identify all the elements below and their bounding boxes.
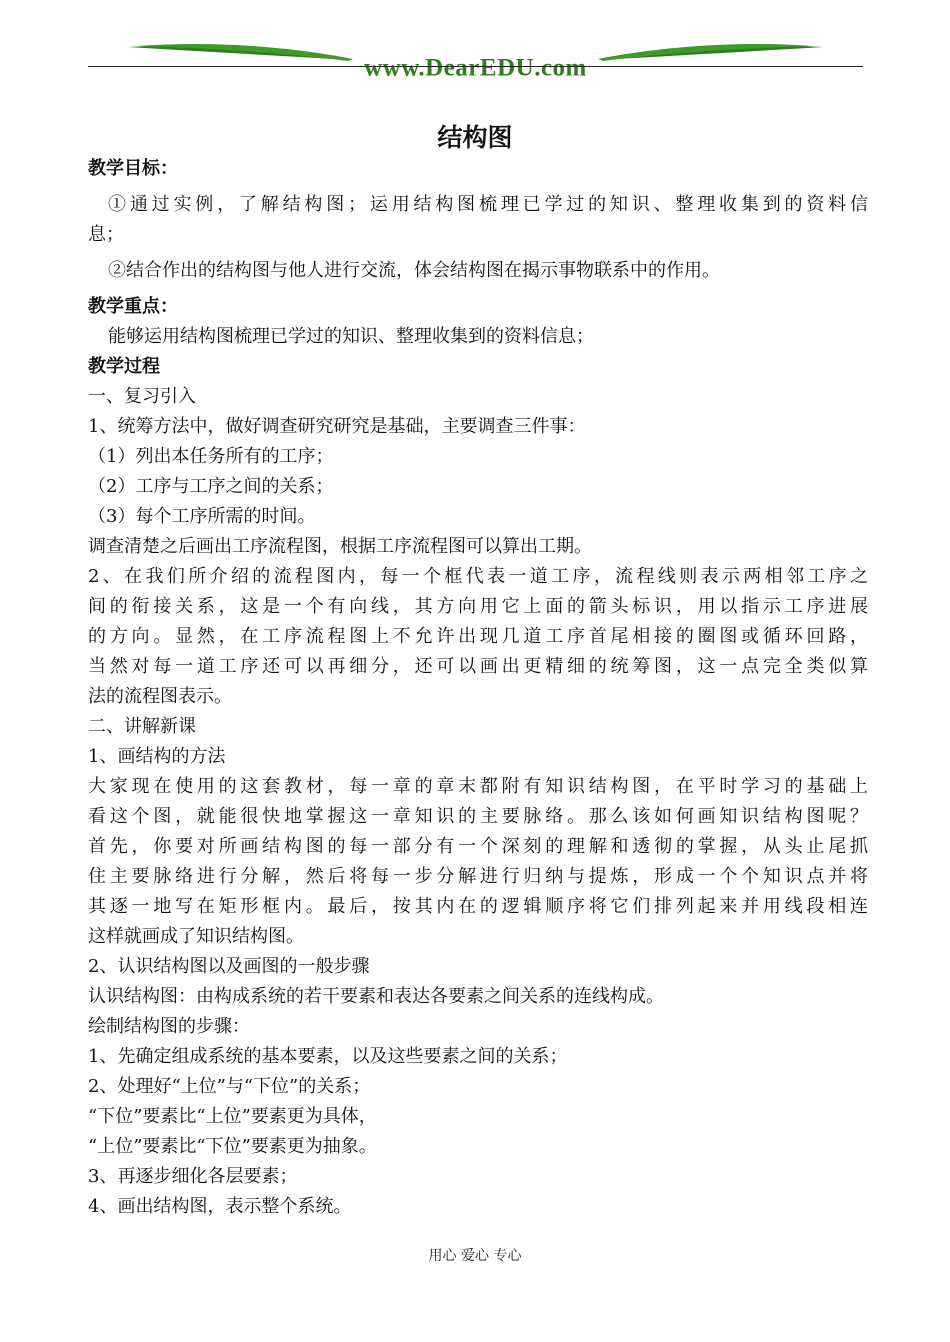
- body-line: 这样就画成了知识结构图。: [88, 926, 304, 947]
- body-line: 认识结构图：由构成系统的若干要素和表达各要素之间关系的连线构成。: [88, 986, 664, 1007]
- body-line: 绘制结构图的步骤：: [88, 1016, 250, 1037]
- body-line: 首先，你要对所画结构图的每一部分有一个深刻的理解和透彻的掌握，从头止尾抓: [88, 836, 868, 857]
- body-line: 2、认识结构图以及画图的一般步骤: [88, 956, 370, 977]
- body-line: “下位”要素比“上位”要素更为具体，: [88, 1106, 377, 1127]
- focus-heading: 教学重点：: [88, 296, 178, 317]
- body-line: 1、先确定组成系统的基本要素，以及这些要素之间的关系；: [88, 1046, 568, 1067]
- body-line: 2、处理好“上位”与“下位”的关系；: [88, 1076, 371, 1097]
- body-line: （2）工序与工序之间的关系；: [88, 476, 334, 497]
- objectives-heading: 教学目标：: [88, 158, 178, 179]
- page-title: 结构图: [437, 123, 513, 152]
- body-line: 其逐一地写在矩形框内。最后，按其内在的逻辑顺序将它们排列起来并用线段相连: [88, 896, 868, 917]
- body-line: 调查清楚之后画出工序流程图，根据工序流程图可以算出工期。: [88, 536, 592, 557]
- body-line: （1）列出本任务所有的工序；: [88, 446, 334, 467]
- body-line: 二、讲解新课: [88, 716, 196, 737]
- focus-text: 能够运用结构图梳理已学过的知识、整理收集到的资料信息；: [108, 326, 594, 347]
- objective-line: ②结合作出的结构图与他人进行交流，体会结构图在揭示事物联系中的作用。: [108, 260, 720, 281]
- body-line: 4、画出结构图，表示整个系统。: [88, 1196, 352, 1217]
- body-line: “上位”要素比“下位”要素更为抽象。: [88, 1136, 377, 1157]
- body-line: 3、再逐步细化各层要素；: [88, 1166, 298, 1187]
- header-divider: [88, 66, 863, 67]
- site-logo-text: www.DearEDU.com: [364, 54, 587, 82]
- body-line: 法的流程图表示。: [88, 686, 232, 707]
- body-line: 1、统筹方法中，做好调查研究研究是基础，主要调查三件事：: [88, 416, 586, 437]
- body-line: 住主要脉络进行分解，然后将每一步分解进行归纳与提炼，形成一个个知识点并将: [88, 866, 868, 887]
- body-line: 看这个图，就能很快地掌握这一章知识的主要脉络。那么该如何画知识结构图呢？: [88, 806, 868, 827]
- body-line: 间的衔接关系，这是一个有向线，其方向用它上面的箭头标识，用以指示工序进展: [88, 596, 868, 617]
- body-line: 1、画结构的方法: [88, 746, 226, 767]
- body-line: 一、复习引入: [88, 386, 196, 407]
- body-line: 的方向。显然，在工序流程图上不允许出现几道工序首尾相接的圈图或循环回路，: [88, 626, 868, 647]
- document-body: [88, 154, 868, 1222]
- process-heading: 教学过程: [88, 356, 160, 377]
- body-line: 当然对每一道工序还可以再细分，还可以画出更精细的统筹图，这一点完全类似算: [88, 656, 868, 677]
- body-line: 2、在我们所介绍的流程图内，每一个框代表一道工序，流程线则表示两相邻工序之: [88, 566, 868, 587]
- body-line: （3）每个工序所需的时间。: [88, 506, 316, 527]
- objective-line: ①通过实例，了解结构图；运用结构图梳理已学过的知识、整理收集到的资料信: [108, 194, 868, 215]
- body-line: 大家现在使用的这套教材，每一章的章末都附有知识结构图，在平时学习的基础上: [88, 776, 868, 797]
- objective-line: 息；: [88, 224, 124, 245]
- page-footer: 用心 爱心 专心: [428, 1248, 522, 1264]
